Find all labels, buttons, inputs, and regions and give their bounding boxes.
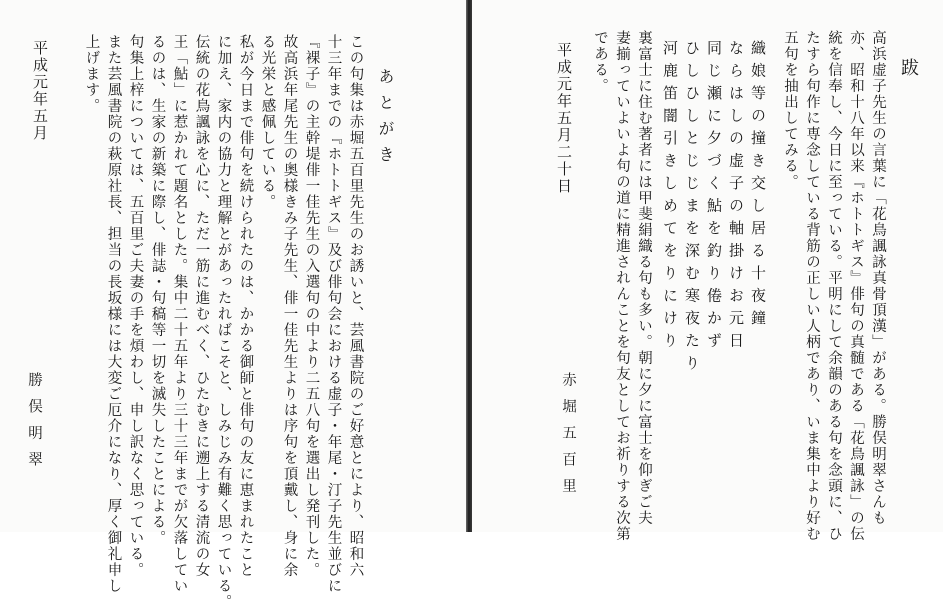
book-gutter (466, 0, 472, 532)
afterword-line: 私が今日まで俳句を続けられたのは、かかる御師と俳句の友に恵まれたこと (237, 34, 254, 578)
afterword-line: 上げます。 (83, 34, 100, 114)
postscript-line: 亦、昭和十八年以来『ホトトギス』俳句の真髄である「花鳥諷詠」の伝 (848, 30, 864, 542)
postscript-signature: 赤堀五百里 (560, 372, 576, 505)
afterword-signature: 勝俣明翠 (26, 372, 42, 478)
haiku-line: 同じ瀬に夕づく鮎を釣り倦かず (705, 40, 723, 355)
afterword-line: るのは、生家の新築に際し、俳誌・句稿等一切を滅失したことによる。 (149, 34, 166, 546)
afterword-line: 句集上梓については、五百里ご夫妻の手を煩わし、申し訳なく思っている。 (127, 34, 144, 578)
postscript-page (472, 0, 943, 542)
afterword-line: る光栄と感佩している。 (259, 34, 276, 210)
haiku-line: 河鹿笛闇引きしめてをりにけり (661, 40, 679, 355)
haiku-line: ひしひしとじじまを深む寒夜たり (683, 40, 701, 378)
afterword-heading: あとがき (376, 68, 395, 172)
postscript-line: 高浜虚子先生の言葉に「花鳥諷詠真骨頂漢」がある。勝俣明翠さんも (870, 30, 886, 526)
afterword-line: 王「鮎」に惹かれて題名とした。集中二十五年より三十三年までが欠落してい (171, 34, 188, 594)
postscript-line: 統を信奉し、今日に至っている。平明にして余韻のある句を念頭に、ひ (826, 30, 842, 542)
afterword-page (0, 0, 466, 610)
haiku-line: ならはしの虚子の軸掛けお元日 (727, 40, 745, 355)
afterword-line: 『裸子』の主幹堤俳一佳先生の入選句の中より二五八句を選出し発刊した。 (303, 34, 320, 578)
afterword-line: 故高浜年尾先生の奥様きみ子先生、俳一佳先生よりは序句を頂戴し、身に余 (281, 34, 298, 578)
postscript-line: たすら句作に専念している背筋の正しい人柄であり、いま集中より好む (804, 30, 820, 542)
afterword-line: 十三年までの『ホトトギス』及び俳句会における虚子・年尾・汀子先生並びに (325, 34, 342, 594)
postscript-closing-line: である。 (592, 30, 608, 94)
afterword-line: また芸風書院の萩原社長、担当の長坂様には大変ご厄介になり、厚く御礼申し (105, 34, 122, 594)
afterword-date: 平成元年五月 (31, 40, 49, 142)
postscript-line: 五句を抽出してみる。 (782, 30, 798, 190)
haiku-line: 織娘等の撞き交し居る十夜鐘 (749, 40, 767, 333)
afterword-line: この句集は赤堀五百里先生のお誘いと、芸風書院のご好意とにより、昭和六 (347, 34, 364, 578)
postscript-date: 平成元年五月二十日 (555, 42, 573, 195)
postscript-closing-line: 裏富士に住む著者には甲斐絹織る句も多い。朝に夕に富士を仰ぎご夫 (636, 30, 652, 526)
postscript-closing-line: 妻揃っていよいよ句の道に精進されんことを句友としてお祈りする次第 (614, 30, 630, 542)
postscript-heading: 跋 (898, 58, 919, 78)
afterword-line: に加え、家内の協力と理解とがあったればこそと、しみじみ有難く思っている。 (215, 34, 232, 610)
afterword-line: 伝統の花鳥諷詠を心に、ただ一筋に進むべく、ひたむきに遡上する清流の女 (193, 34, 210, 578)
